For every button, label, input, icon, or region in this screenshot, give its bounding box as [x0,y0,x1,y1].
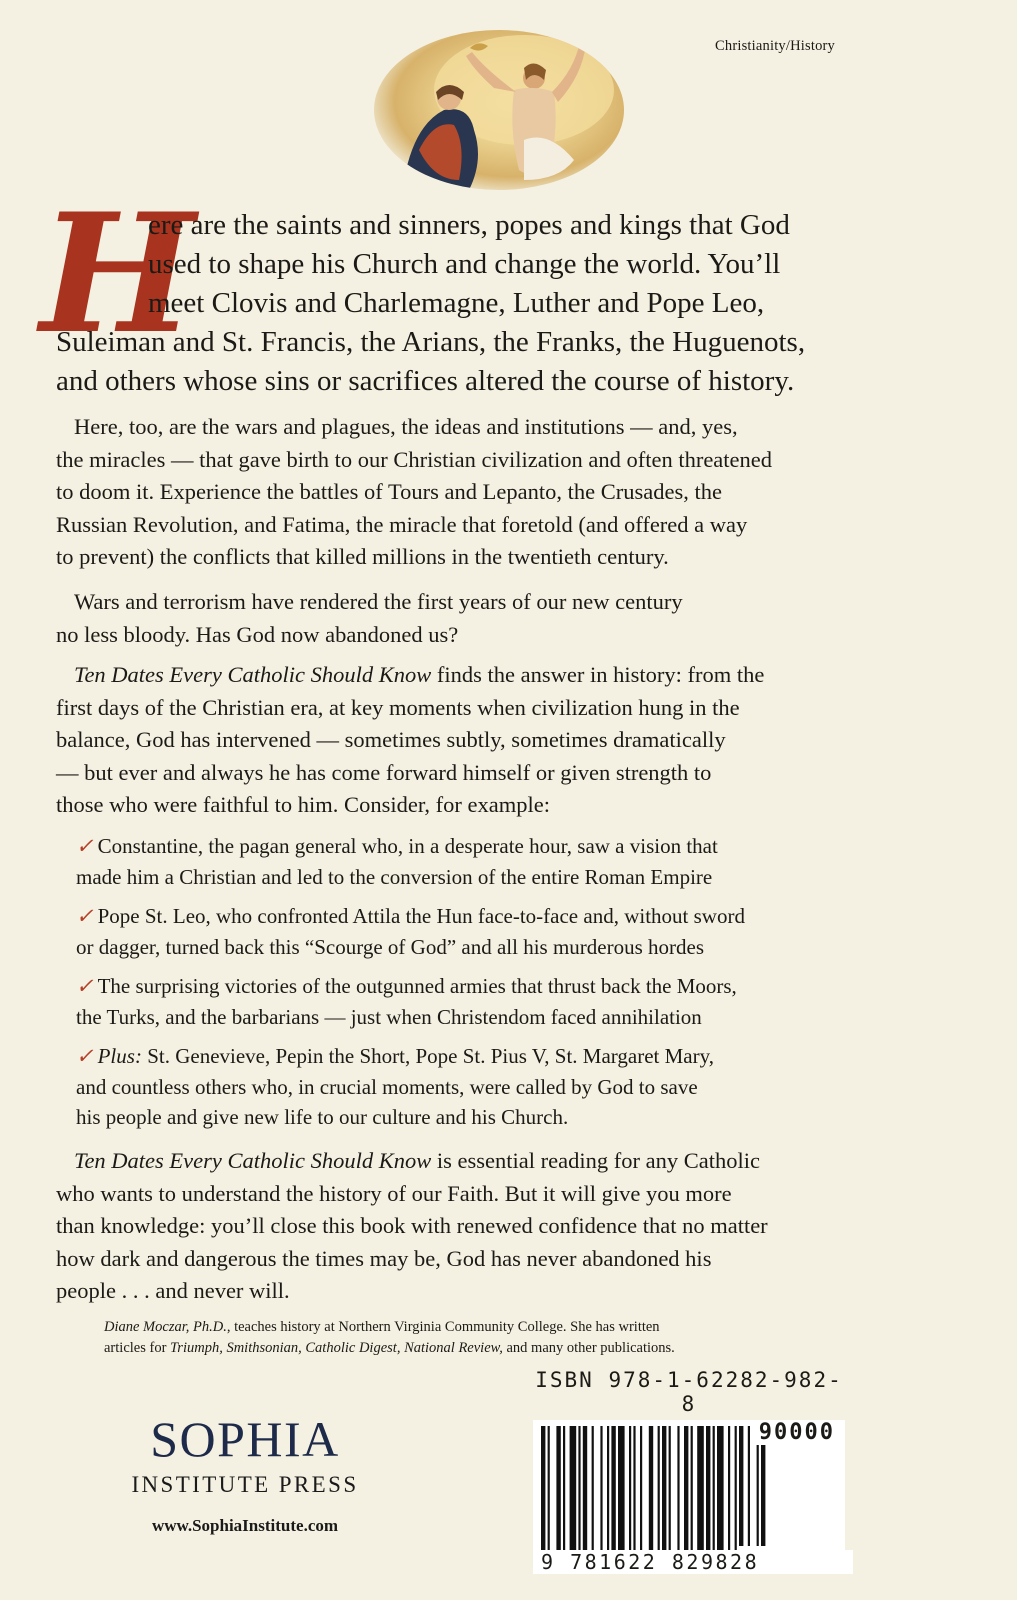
barcode-bar [684,1426,688,1552]
list-item-line: made him a Christian and led to the conversion of the entire Roman Empire [76,864,713,889]
barcode-digits: 9 781622 829828 [533,1550,853,1574]
checkmark-icon: ✓ [76,834,94,858]
paragraph-line: Here, too, are the wars and plagues, the ideas and institutions — and, yes, [74,414,738,439]
coronation-painting-image [374,30,624,190]
line-text: and many other publications. [502,1340,675,1356]
author-bio-line [104,1317,924,1338]
line-text: Constantine, the pagan general who, in a desperate hour, saw a vision that [97,834,718,858]
barcode-bar [592,1426,594,1552]
paragraph-line: to prevent) the conflicts that killed millions in the twentieth century. [56,544,669,569]
barcode-bar [717,1426,724,1552]
line-text: articles for [104,1340,171,1356]
author-name: Diane Moczar, Ph.D. [104,1319,227,1335]
intro-line: used to shape his Church and change the world. You’ll [148,248,781,280]
publisher-logo [100,1412,390,1536]
barcode-bar [669,1426,671,1552]
intro-line: meet Clovis and Charlemagne, Luther and Pope Leo, [148,287,765,319]
barcode-bar [618,1426,625,1552]
isbn-label: ISBN 978-1-62282-982-8 [535,1368,843,1416]
line-text: The surprising victories of the outgunned armies that thrust back the Moors, [97,974,737,998]
barcode-bar [633,1426,635,1552]
paragraph-line: the miracles — that gave birth to our Christian civilization and often threatened [56,446,773,472]
barcode-bar [735,1426,737,1552]
intro-line: Suleiman and St. Francis, the Arians, the Franks, the Huguenots, [56,326,806,358]
intro-line: ere are the saints and sinners, popes and kings that God [148,209,790,241]
drop-cap-letter: H [40,177,195,370]
list-item-line: and countless others who, in crucial moments, were called by God to save [76,1074,698,1099]
book-title: Ten Dates Every Catholic Should Know [74,662,432,687]
barcode-bar [578,1426,580,1552]
author-bio-line [104,1338,924,1359]
paragraph-line: who wants to understand the history of our Faith. But it will give you more [56,1180,732,1206]
category-label: Christianity/History [715,38,835,54]
paragraph-line: people . . . and never will. [56,1278,290,1303]
essential-reading-paragraph [56,1145,936,1308]
paragraph-line: to doom it. Experience the battles of Tours and Lepanto, the Crusades, the [56,479,722,504]
barcode-bar [706,1426,710,1552]
paragraph-line [56,1145,936,1178]
barcode-bar [600,1426,602,1552]
list-item-line: the Turks, and the barbarians — just when Christendom faced annihilation [76,1004,702,1029]
paragraph-line: Russian Revolution, and Fatima, the miracle that foretold (and offered a way [56,511,748,537]
list-item [76,971,936,1032]
terrorism-paragraph [56,586,936,651]
line-text: Pope St. Leo, who confronted Attila the Hun face-to-face and, without sword [97,904,745,928]
barcode-bar [563,1426,565,1552]
paragraph-line: Wars and terrorism have rendered the first years of our new century [74,589,683,614]
barcode-bar [748,1426,750,1546]
line-text: St. Genevieve, Pepin the Short, Pope St. Pius V, St. Margaret Mary, [141,1044,714,1068]
publisher-subtitle: INSTITUTE PRESS [131,1472,359,1497]
barcode-bar [607,1426,609,1552]
list-item [76,1041,936,1133]
list-item [76,831,936,892]
list-item-line [76,901,936,932]
examples-list [76,831,936,1142]
barcode-bar [658,1426,660,1552]
barcode-bar [739,1426,743,1546]
barcode-bar [541,1426,545,1552]
paragraph-line: balance, God has intervened — sometimes subtly, sometimes dramatically [56,727,726,752]
paragraph-line [56,659,936,692]
intro-line: and others whose sins or sacrifices altered the course of history. [56,365,795,397]
isbn-barcode-block [533,1368,845,1574]
list-item-line [76,971,936,1002]
barcode-bar [556,1426,560,1552]
publications-list: Triumph, Smithsonian, Catholic Digest, National Review, [170,1340,503,1356]
plus-label: Plus: [97,1044,142,1068]
list-item-line: or dagger, turned back this “Scourge of God” and all his murderous hordes [76,934,705,959]
barcode [533,1420,845,1574]
paragraph-line: than knowledge: you’ll close this book with renewed confidence that no matter [56,1213,768,1238]
barcode-bar [728,1426,730,1552]
list-item [76,901,936,962]
paragraph-line: those who were faithful to him. Consider, for example: [56,792,550,817]
book-title: Ten Dates Every Catholic Should Know [74,1148,432,1173]
paragraph-line: — but ever and always he has come forward himself or given strength to [56,759,712,785]
barcode-bar [548,1426,550,1552]
author-bio [104,1317,924,1359]
painting-illustration [374,30,624,190]
publisher-name: SOPHIA [150,1411,340,1467]
barcode-bar [583,1426,587,1552]
line-text: , teaches history at Northern Virginia Community College. She has written [226,1319,660,1335]
paragraph-line: how dark and dangerous the times may be, God has never abandoned his [56,1245,712,1271]
checkmark-icon: ✓ [76,974,94,998]
barcode-bar [649,1426,653,1552]
barcode-bar [697,1426,704,1552]
barcode-bar [611,1426,615,1552]
barcode-bar [677,1426,679,1552]
intro-paragraph [56,206,956,401]
checkmark-icon: ✓ [76,1044,94,1068]
list-item-line: his people and give new life to our culture and his Church. [76,1105,569,1129]
publisher-url: www.SophiaInstitute.com [151,1516,339,1535]
barcode-bar [570,1426,577,1552]
wars-plagues-paragraph [56,411,936,574]
line-text: is essential reading for any Catholic [431,1148,760,1173]
line-text: finds the answer in history: from the [431,662,765,687]
checkmark-icon: ✓ [76,904,94,928]
price-code: 90000 [755,1420,839,1445]
barcode-bar [640,1426,642,1552]
barcode-bar [713,1426,715,1552]
barcode-bar [691,1426,693,1552]
list-item-line [76,831,936,862]
answer-paragraph [56,659,936,822]
paragraph-line: no less bloody. Has God now abandoned us? [56,621,459,647]
barcode-bar [662,1426,666,1552]
paragraph-line: first days of the Christian era, at key moments when civilization hung in the [56,694,740,720]
barcode-bar [629,1426,631,1552]
list-item-line [76,1041,936,1072]
